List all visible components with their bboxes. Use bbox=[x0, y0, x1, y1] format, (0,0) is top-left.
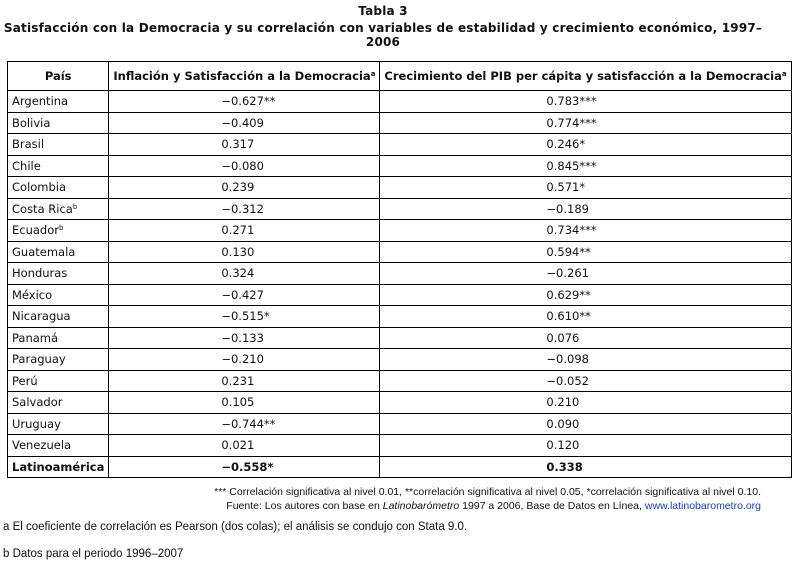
cell-pais: Ecuador$^b$ bbox=[8, 220, 109, 242]
header-pib-note: a bbox=[781, 70, 787, 78]
cell-pib: −0.189 bbox=[380, 198, 791, 220]
cell-pib: 0.594** bbox=[380, 241, 791, 263]
table-label: Tabla 3 bbox=[358, 4, 408, 18]
cell-pais: Perú bbox=[8, 370, 109, 392]
correlation-table bbox=[7, 61, 792, 478]
header-pais: País bbox=[8, 62, 109, 91]
table-row bbox=[8, 349, 792, 371]
cell-pais: México bbox=[8, 284, 109, 306]
cell-inflacion: −0.133 bbox=[109, 327, 380, 349]
table-row bbox=[8, 91, 792, 113]
cell-pais: Guatemala bbox=[8, 241, 109, 263]
cell-pib: 0.090 bbox=[380, 413, 791, 435]
cell-pib: −0.098 bbox=[380, 349, 791, 371]
table-row bbox=[8, 177, 792, 199]
cell-pib: 0.120 bbox=[380, 435, 791, 457]
significance-note: *** Correlación significativa al nivel 0.01, **correlación significativa al nivel 0.05, *correlación significativa al nivel 0.10. bbox=[214, 486, 761, 498]
cell-inflacion: −0.409 bbox=[109, 112, 380, 134]
cell-inflacion: 0.239 bbox=[109, 177, 380, 199]
table-row bbox=[8, 370, 792, 392]
cell-inflacion: −0.744** bbox=[109, 413, 380, 435]
cell-inflacion: −0.210 bbox=[109, 349, 380, 371]
table-row bbox=[8, 220, 792, 242]
cell-pais: Bolivia bbox=[8, 112, 109, 134]
cell-pib: −0.261 bbox=[380, 263, 791, 285]
cell-pais: Honduras bbox=[8, 263, 109, 285]
cell-pais: Costa Rica$^b$ bbox=[8, 198, 109, 220]
cell-pib: 0.210 bbox=[380, 392, 791, 414]
table-row bbox=[8, 327, 792, 349]
header-inflacion: Inflación y Satisfacción a la Democracia$^a$ bbox=[109, 62, 380, 91]
cell-inflacion: 0.130 bbox=[109, 241, 380, 263]
cell-pais: Latinoamérica bbox=[8, 456, 109, 478]
cell-pib: 0.246* bbox=[380, 134, 791, 156]
cell-pib: 0.734*** bbox=[380, 220, 791, 242]
cell-inflacion: −0.558* bbox=[109, 456, 380, 478]
cell-pib: 0.629** bbox=[380, 284, 791, 306]
country-note-mark: b bbox=[72, 202, 78, 211]
table-row bbox=[8, 112, 792, 134]
cell-pais: Venezuela bbox=[8, 435, 109, 457]
cell-inflacion: 0.324 bbox=[109, 263, 380, 285]
cell-pais: Argentina bbox=[8, 91, 109, 113]
cell-pib: 0.774*** bbox=[380, 112, 791, 134]
total-row bbox=[8, 456, 792, 478]
cell-inflacion: −0.627** bbox=[109, 91, 380, 113]
table-row bbox=[8, 155, 792, 177]
table-row bbox=[8, 413, 792, 435]
cell-pais: Nicaragua bbox=[8, 306, 109, 328]
country-note-mark: b bbox=[59, 224, 64, 233]
source-link[interactable]: www.latinobarometro.org bbox=[644, 500, 761, 512]
cell-inflacion: 0.231 bbox=[109, 370, 380, 392]
cell-pais: Brasil bbox=[8, 134, 109, 156]
table-row bbox=[8, 306, 792, 328]
table-row bbox=[8, 392, 792, 414]
cell-pais: Uruguay bbox=[8, 413, 109, 435]
cell-inflacion: −0.515* bbox=[109, 306, 380, 328]
cell-pib: 0.571* bbox=[380, 177, 791, 199]
source-note: Fuente: Los autores con base en Latinobarómetro 1997 a 2006, Base de Datos en Línea, www.latinobarometro.org bbox=[226, 500, 761, 512]
header-inflacion-note: a bbox=[370, 70, 376, 78]
cell-pib: 0.076 bbox=[380, 327, 791, 349]
header-pib: Crecimiento del PIB per cápita y satisfacción a la Democracia$^a$ bbox=[380, 62, 791, 91]
cell-inflacion: 0.317 bbox=[109, 134, 380, 156]
footnote-b: b Datos para el periodo 1996–2007 bbox=[3, 548, 184, 560]
cell-inflacion: 0.021 bbox=[109, 435, 380, 457]
table-row bbox=[8, 263, 792, 285]
cell-pib: 0.338 bbox=[380, 456, 791, 478]
header-row bbox=[8, 62, 792, 91]
cell-inflacion: −0.427 bbox=[109, 284, 380, 306]
table-row bbox=[8, 198, 792, 220]
cell-inflacion: 0.271 bbox=[109, 220, 380, 242]
table-title: Satisfacción con la Democracia y su correlación con variables de estabilidad y crecimiento económico, 1997–2006 bbox=[3, 21, 763, 49]
cell-pib: 0.610** bbox=[380, 306, 791, 328]
table-row bbox=[8, 241, 792, 263]
footnote-a: a El coeficiente de correlación es Pearson (dos colas); el análisis se condujo con Stata 9.0. bbox=[3, 521, 468, 533]
cell-inflacion: 0.105 bbox=[109, 392, 380, 414]
cell-pais: Colombia bbox=[8, 177, 109, 199]
cell-inflacion: −0.312 bbox=[109, 198, 380, 220]
cell-pais: Salvador bbox=[8, 392, 109, 414]
cell-pais: Paraguay bbox=[8, 349, 109, 371]
table-row bbox=[8, 435, 792, 457]
table-row bbox=[8, 284, 792, 306]
cell-pib: −0.052 bbox=[380, 370, 791, 392]
cell-pib: 0.845*** bbox=[380, 155, 791, 177]
cell-inflacion: −0.080 bbox=[109, 155, 380, 177]
cell-pais: Panamá bbox=[8, 327, 109, 349]
cell-pib: 0.783*** bbox=[380, 91, 791, 113]
cell-pais: Chile bbox=[8, 155, 109, 177]
table-row bbox=[8, 134, 792, 156]
